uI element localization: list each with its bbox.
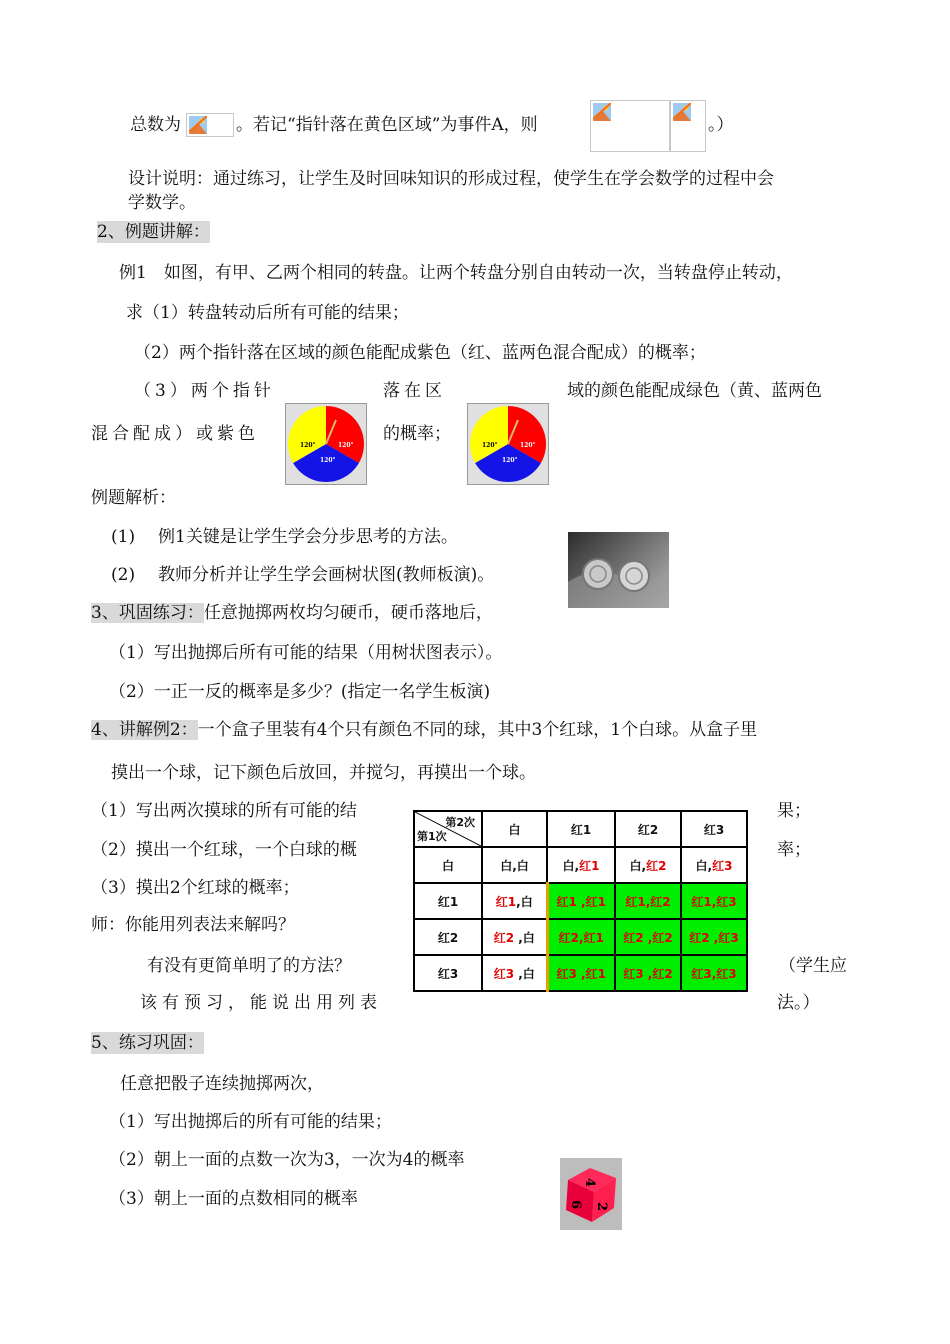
example-1-q3-b: 落在区 <box>383 381 446 401</box>
example-1-text: 例1 如图，有甲、乙两个相同的转盘。让两个转盘分别自由转动一次，当转盘停止转动， <box>119 263 793 283</box>
image-placeholder <box>186 113 234 137</box>
section-5-q3: （3）朝上一面的点数相同的概率 <box>109 1189 358 1209</box>
section-4-line2: 摸出一个球，记下颜色后放回，并搅匀，再摸出一个球。 <box>111 763 536 783</box>
svg-text:120°: 120° <box>320 457 336 464</box>
table-row-label: 红1 <box>414 883 482 919</box>
table-header-cell: 红2 <box>615 811 681 847</box>
table-cell: 红3 ,红2 <box>615 955 681 991</box>
preview-note-end: 法。） <box>777 993 820 1013</box>
table-header-row <box>414 811 747 847</box>
table-cell: 红1,白 <box>482 883 547 919</box>
svg-text:120°: 120° <box>520 442 536 449</box>
section-3-q1: （1）写出抛掷后所有可能的结果（用树状图表示）。 <box>109 643 503 663</box>
svg-text:4: 4 <box>582 1178 597 1188</box>
table-cell: 白,白 <box>482 847 547 883</box>
svg-text:2: 2 <box>594 1202 609 1212</box>
dice-photo <box>560 1158 622 1230</box>
section-4-q1: （1）写出两次摸球的所有可能的结 <box>91 801 357 821</box>
picture-icon <box>673 103 691 121</box>
example-1-q3-d: 混合配成）或紫色 <box>91 424 259 444</box>
table-cell: 红1,红3 <box>681 883 747 919</box>
table-row-label: 红3 <box>414 955 482 991</box>
section-3-q2: （2）一正一反的概率是多少？(指定一名学生板演) <box>109 682 491 702</box>
table-cell: 红1 ,红1 <box>547 883 615 919</box>
svg-text:6: 6 <box>568 1200 583 1210</box>
total-text: 总数为 <box>130 115 181 135</box>
simpler-question: 有没有更简单明了的方法？ <box>147 956 351 976</box>
table-cell: 红3,红3 <box>681 955 747 991</box>
preview-note: 该有预习，能说出用列表 <box>140 993 382 1013</box>
spinner-b <box>467 403 549 485</box>
section-3-heading: 3、巩固练习：任意抛掷两枚均匀硬币，硬币落地后， <box>91 603 493 623</box>
table-cell: 白,红1 <box>547 847 615 883</box>
table-cell: 白,红2 <box>615 847 681 883</box>
svg-text:120°: 120° <box>482 442 498 449</box>
spinner-wheel <box>286 404 366 484</box>
table-cell: 红3 ,白 <box>482 955 547 991</box>
close-paren-text: 。） <box>708 115 734 135</box>
event-a-text: 。若记“指针落在黄色区域”为事件A，则 <box>236 115 538 135</box>
section-4-q2: （2）摸出一个红球，一个白球的概 <box>91 840 357 860</box>
section-4-q2-end: 率； <box>777 840 811 860</box>
table-row <box>414 919 747 955</box>
table-cell: 红2 ,红2 <box>615 919 681 955</box>
table-cell: 红2 ,白 <box>482 919 547 955</box>
table-cell: 白,红3 <box>681 847 747 883</box>
example-1-q3-a: （3）两个指针 <box>134 381 275 401</box>
image-placeholder <box>670 100 706 152</box>
teacher-question: 师：你能用列表法来解吗？ <box>91 915 295 935</box>
table-row <box>414 847 747 883</box>
design-note-line1: 设计说明：通过练习，让学生及时回味知识的形成过程，使学生在学会数学的过程中会 <box>128 169 774 189</box>
coins-photo <box>568 532 669 608</box>
section-5-q1: （1）写出抛掷后的所有可能的结果； <box>109 1112 392 1132</box>
spinner-wheel <box>468 404 548 484</box>
analysis-heading: 例题解析： <box>91 488 176 508</box>
table-header-cell: 红3 <box>681 811 747 847</box>
section-5-q2: （2）朝上一面的点数一次为3，一次为4的概率 <box>109 1150 465 1170</box>
section-5-intro: 任意把骰子连续抛掷两次， <box>120 1074 324 1094</box>
svg-text:120°: 120° <box>502 457 518 464</box>
picture-icon <box>189 116 207 134</box>
table-cell: 红1,红2 <box>615 883 681 919</box>
table-cell: 红2,红1 <box>547 919 615 955</box>
table-header-cell: 红1 <box>547 811 615 847</box>
svg-text:120°: 120° <box>300 442 316 449</box>
example-1-q2: （2）两个指针落在区域的颜色能配成紫色（红、蓝两色混合配成）的概率； <box>134 343 706 363</box>
table-row-label: 红2 <box>414 919 482 955</box>
example-1-q1: 求（1）转盘转动后所有可能的结果； <box>126 303 409 323</box>
section-2-heading: 2、例题讲解： <box>97 222 210 242</box>
picture-icon <box>593 103 611 121</box>
table-row <box>414 955 747 991</box>
section-4-heading: 4、讲解例2：一个盒子里装有4个只有颜色不同的球，其中3个红球，1个白球。从盒子里 <box>91 720 758 740</box>
analysis-item-1-number: (1) <box>111 527 136 547</box>
outcome-table <box>413 810 748 992</box>
svg-text:120°: 120° <box>338 442 354 449</box>
table-cell: 红2 ,红3 <box>681 919 747 955</box>
section-4-q3: （3）摸出2个红球的概率； <box>91 878 300 898</box>
example-1-q3-c: 域的颜色能配成绿色（黄、蓝两色 <box>567 381 822 401</box>
table-header-cell: 白 <box>482 811 547 847</box>
simpler-question-end: （学生应 <box>779 956 847 976</box>
table-cell: 红3 ,红1 <box>547 955 615 991</box>
spinner-a <box>285 403 367 485</box>
analysis-item-2-number: (2) <box>111 565 136 585</box>
table-row <box>414 883 747 919</box>
image-placeholder <box>590 100 670 152</box>
analysis-item-2: 教师分析并让学生学会画树状图(教师板演)。 <box>158 565 495 585</box>
design-note-line2: 学数学。 <box>128 193 196 213</box>
table-corner-cell: 第2次 第1次 <box>414 811 482 847</box>
example-1-q3-e: 的概率； <box>383 424 451 444</box>
section-4-q1-end: 果； <box>777 801 811 821</box>
section-5-heading: 5、练习巩固： <box>91 1033 204 1053</box>
analysis-item-1: 例1关键是让学生学会分步思考的方法。 <box>158 527 458 547</box>
table-row-label: 白 <box>414 847 482 883</box>
